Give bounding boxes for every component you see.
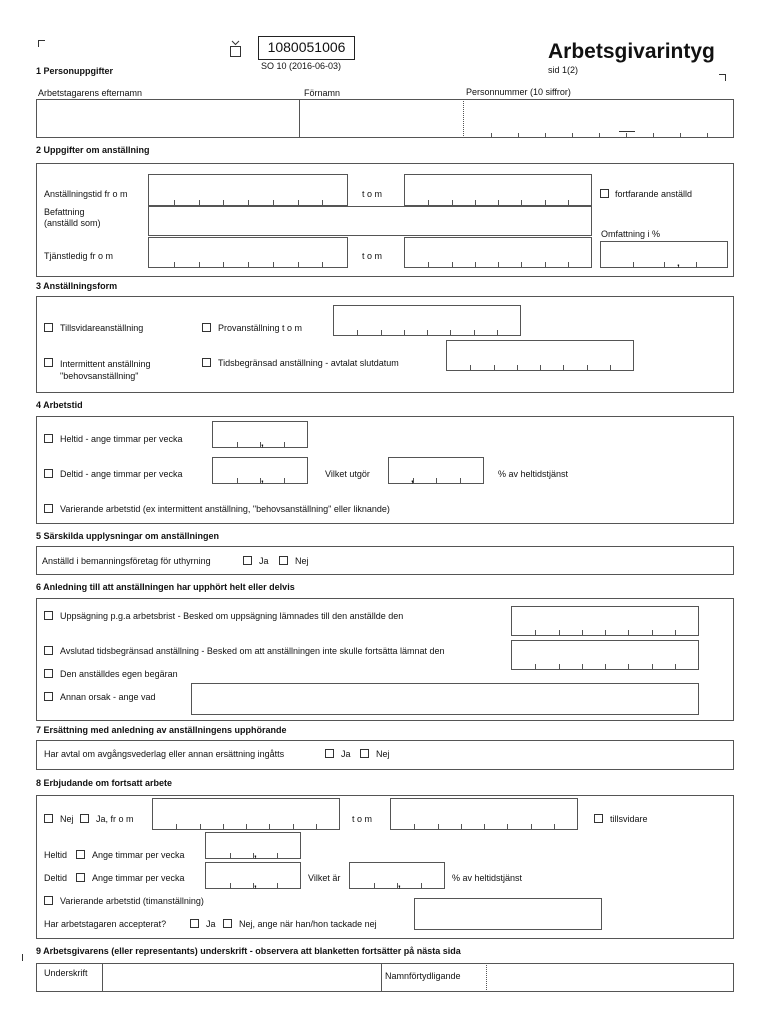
field-tick (438, 824, 439, 829)
varying-checkbox[interactable] (44, 504, 53, 513)
section-8-title: 8 Erbjudande om fortsatt arbete (36, 778, 173, 788)
probation-date-field[interactable] (333, 305, 521, 336)
name-clarification-label: Namnförtydligande (385, 971, 461, 981)
field-tick (298, 262, 299, 267)
field-tick (605, 630, 606, 635)
field-tick (563, 365, 564, 370)
ended-date-field[interactable] (511, 640, 699, 670)
offer-varying-label: Varierande arbetstid (timanställning) (60, 896, 204, 906)
divider (381, 963, 382, 992)
field-tick (545, 200, 546, 205)
field-tick (545, 262, 546, 267)
own-request-checkbox[interactable] (44, 669, 53, 678)
field-tick (652, 630, 653, 635)
field-tick (199, 262, 200, 267)
ended-checkbox[interactable] (44, 646, 53, 655)
form-number: 1080051006 (267, 39, 346, 55)
extent-label: Omfattning i % (601, 229, 661, 239)
staffing-yes-label: Ja (259, 556, 269, 566)
severance-no-checkbox[interactable] (360, 749, 369, 758)
offer-percent-label: % av heltidstjänst (452, 873, 523, 883)
field-tick (494, 365, 495, 370)
field-tick (554, 824, 555, 829)
equals-label: Vilket utgör (325, 469, 370, 479)
layoff-label: Uppsägning p.g.a arbetsbrist - Besked om uppsägning lämnades till den anställde den (60, 611, 404, 621)
field-tick (374, 883, 375, 888)
field-tick (484, 824, 485, 829)
offer-equals-label: Vilket är (308, 873, 341, 883)
leave-from-label: Tjänstledig fr o m (44, 251, 114, 261)
field-tick (450, 330, 451, 335)
offer-accepted-question: Har arbetstagaren accepterat? (44, 919, 167, 929)
field-tick (498, 262, 499, 267)
staffing-question: Anställd i bemanningsföretag för uthyrning (42, 556, 211, 566)
surname-label: Arbetstagarens efternamn (38, 88, 143, 98)
offer-permanent-checkbox[interactable] (594, 814, 603, 823)
field-tick (277, 853, 278, 858)
field-tick (237, 442, 238, 447)
field-tick (568, 200, 569, 205)
ongoing-label: fortfarande anställd (615, 189, 693, 199)
field-tick (559, 630, 560, 635)
field-tick (316, 824, 317, 829)
field-tick (284, 442, 285, 447)
field-tick (535, 664, 536, 669)
field-tick (298, 200, 299, 205)
fulltime-label: Heltid - ange timmar per vecka (60, 434, 183, 444)
field-tick (174, 200, 175, 205)
field-tick (461, 824, 462, 829)
severance-no-label: Nej (376, 749, 390, 759)
decimal-comma: , (411, 474, 414, 485)
intermittent-checkbox[interactable] (44, 358, 53, 367)
staffing-yes-checkbox[interactable] (243, 556, 252, 565)
offer-permanent-label: tillsvidare (610, 814, 648, 824)
offer-parttime-prefix: Deltid (44, 873, 68, 883)
parttime-percent-field[interactable] (388, 457, 484, 484)
offer-parttime-checkbox[interactable] (76, 873, 85, 882)
field-tick (675, 630, 676, 635)
employment-from-label: Anställningstid fr o m (44, 189, 128, 199)
severance-question: Har avtal om avgångsvederlag eller annan ersättning ingåtts (44, 749, 285, 759)
pnr-field[interactable] (464, 99, 734, 138)
severance-yes-label: Ja (341, 749, 351, 759)
staffing-no-label: Nej (295, 556, 309, 566)
other-reason-label: Annan orsak - ange vad (60, 692, 156, 702)
offer-accepted-yes-checkbox[interactable] (190, 919, 199, 928)
fulltime-hours-field[interactable] (212, 421, 308, 448)
corner-mark-mid-right (708, 529, 715, 536)
field-tick (470, 365, 471, 370)
section-1-title: 1 Personuppgifter (36, 66, 114, 76)
offer-yes-checkbox[interactable] (80, 814, 89, 823)
field-tick (517, 365, 518, 370)
section-4-title: 4 Arbetstid (36, 400, 83, 410)
parttime-label: Deltid - ange timmar per vecka (60, 469, 183, 479)
field-tick (559, 664, 560, 669)
field-tick (587, 365, 588, 370)
offer-accepted-no-label: Nej, ange när han/hon tackade nej (239, 919, 377, 929)
offer-fulltime-prefix: Heltid (44, 850, 68, 860)
field-tick (518, 133, 519, 138)
field-tick (460, 478, 461, 483)
decimal-comma: , (398, 879, 401, 890)
offer-varying-checkbox[interactable] (44, 896, 53, 905)
field-tick (284, 478, 285, 483)
pnr-label: Personnummer (10 siffror) (466, 87, 571, 97)
probation-label: Provanställning t o m (218, 323, 303, 333)
offer-from-field[interactable] (152, 798, 340, 830)
field-tick (381, 330, 382, 335)
field-tick (535, 630, 536, 635)
field-tick (428, 262, 429, 267)
section-7-title: 7 Ersättning med anledning av anställningens upphörande (36, 725, 287, 735)
field-tick (174, 262, 175, 267)
decimal-comma: , (677, 258, 680, 269)
field-tick (653, 133, 654, 138)
field-tick (568, 262, 569, 267)
field-tick (531, 824, 532, 829)
other-reason-checkbox[interactable] (44, 692, 53, 701)
field-tick (545, 133, 546, 138)
name-clarification-field[interactable] (487, 963, 734, 992)
field-tick (404, 330, 405, 335)
field-tick (223, 200, 224, 205)
field-tick (474, 330, 475, 335)
field-tick (540, 365, 541, 370)
offer-to-field[interactable] (390, 798, 578, 830)
field-tick (475, 200, 476, 205)
field-tick (633, 262, 634, 267)
decimal-comma: , (254, 849, 257, 860)
field-tick (696, 262, 697, 267)
varying-label: Varierande arbetstid (ex intermittent anställning, "behovsanställning" eller liknande) (60, 504, 390, 514)
field-tick (176, 824, 177, 829)
field-tick (248, 262, 249, 267)
decimal-comma: , (261, 474, 264, 485)
layoff-checkbox[interactable] (44, 611, 53, 620)
other-reason-field[interactable] (191, 683, 699, 715)
field-tick (582, 664, 583, 669)
field-tick (605, 664, 606, 669)
field-tick (269, 824, 270, 829)
field-tick (223, 262, 224, 267)
field-tick (652, 664, 653, 669)
position-label: Befattning (anställd som) (44, 207, 101, 228)
ended-label: Avslutad tidsbegränsad anställning - Besked om att anställningen inte skulle fortsätta lämnat den (60, 646, 445, 656)
pnr-dash (619, 131, 635, 132)
page-number: sid 1(2) (548, 65, 579, 75)
surname-field[interactable] (36, 99, 300, 138)
field-tick (427, 330, 428, 335)
fixed-term-checkbox[interactable] (202, 358, 211, 367)
ongoing-checkbox[interactable] (600, 189, 609, 198)
offer-fulltime-label: Ange timmar per vecka (92, 850, 185, 860)
position-field[interactable] (148, 206, 592, 236)
offer-to-label: t o m (352, 814, 373, 824)
field-tick (223, 824, 224, 829)
field-tick (421, 883, 422, 888)
offer-parttime-percent-field[interactable] (349, 862, 445, 889)
offer-fulltime-hours-field[interactable] (205, 832, 301, 859)
field-tick (273, 200, 274, 205)
extent-field[interactable] (600, 241, 728, 268)
leave-to-label: t o m (362, 251, 383, 261)
offer-no-checkbox[interactable] (44, 814, 53, 823)
field-tick (199, 200, 200, 205)
field-tick (628, 630, 629, 635)
field-tick (357, 330, 358, 335)
form-code: SO 10 (2016-06-03) (261, 61, 342, 71)
fulltime-checkbox[interactable] (44, 434, 53, 443)
field-tick (628, 664, 629, 669)
field-tick (230, 883, 231, 888)
intermittent-label: Intermittent anställning "behovsanställning" (60, 359, 151, 381)
field-tick (200, 824, 201, 829)
offer-declined-date-field[interactable] (414, 898, 602, 930)
field-tick (277, 883, 278, 888)
field-tick (322, 262, 323, 267)
parttime-hours-field[interactable] (212, 457, 308, 484)
probation-checkbox[interactable] (202, 323, 211, 332)
field-tick (675, 664, 676, 669)
section-3-title: 3 Anställningsform (36, 281, 118, 291)
signature-field[interactable] (103, 963, 381, 992)
field-tick (248, 200, 249, 205)
offer-accepted-no-checkbox[interactable] (223, 919, 232, 928)
field-tick (230, 853, 231, 858)
leave-from-field[interactable] (148, 237, 348, 268)
field-tick (237, 478, 238, 483)
section-6-title: 6 Anledning till att anställningen har upphört helt eller delvis (36, 582, 295, 592)
field-tick (498, 200, 499, 205)
corner-mark-top-right (719, 74, 726, 81)
field-tick (246, 824, 247, 829)
field-tick (452, 262, 453, 267)
offer-fulltime-checkbox[interactable] (76, 850, 85, 859)
field-tick (599, 133, 600, 138)
field-tick (680, 133, 681, 138)
decimal-comma: , (261, 438, 264, 449)
field-tick (293, 824, 294, 829)
parttime-checkbox[interactable] (44, 469, 53, 478)
field-tick (452, 200, 453, 205)
offer-parttime-label: Ange timmar per vecka (92, 873, 185, 883)
firstname-field[interactable] (300, 99, 463, 138)
section-9-title: 9 Arbetsgivarens (eller representants) underskrift - observera att blanketten fortsätter på nästa sida (36, 946, 461, 956)
field-tick (572, 133, 573, 138)
field-tick (582, 630, 583, 635)
field-tick (491, 133, 492, 138)
scan-checkbox-icon (230, 40, 241, 57)
section-5-title: 5 Särskilda upplysningar om anställningen (36, 531, 220, 541)
signature-label: Underskrift (44, 968, 88, 978)
corner-mark-top-left (38, 40, 45, 47)
field-tick (436, 478, 437, 483)
field-tick (664, 262, 665, 267)
offer-parttime-hours-field[interactable] (205, 862, 301, 889)
field-tick (322, 200, 323, 205)
field-tick (273, 262, 274, 267)
fixed-term-date-field[interactable] (446, 340, 634, 371)
section-2-title: 2 Uppgifter om anställning (36, 145, 150, 155)
field-tick (521, 262, 522, 267)
employment-to-field[interactable] (404, 174, 592, 206)
field-tick (475, 262, 476, 267)
field-tick (610, 365, 611, 370)
corner-mark-bottom-right (711, 946, 718, 953)
employment-to-label: t o m (362, 189, 383, 199)
offer-accepted-yes-label: Ja (206, 919, 216, 929)
layoff-date-field[interactable] (511, 606, 699, 636)
own-request-label: Den anställdes egen begäran (60, 669, 178, 679)
field-tick (507, 824, 508, 829)
leave-to-field[interactable] (404, 237, 592, 268)
severance-yes-checkbox[interactable] (325, 749, 334, 758)
permanent-checkbox[interactable] (44, 323, 53, 332)
staffing-no-checkbox[interactable] (279, 556, 288, 565)
fixed-term-label: Tidsbegränsad anställning - avtalat slutdatum (218, 358, 399, 368)
decimal-comma: , (254, 879, 257, 890)
field-tick (707, 133, 708, 138)
offer-yes-from-label: Ja, fr o m (96, 814, 134, 824)
form-title: Arbetsgivarintyg (548, 40, 715, 63)
offer-no-label: Nej (60, 814, 74, 824)
percent-label: % av heltidstjänst (498, 469, 569, 479)
field-tick (497, 330, 498, 335)
field-tick (521, 200, 522, 205)
firstname-label: Förnamn (304, 88, 341, 98)
employment-from-field[interactable] (148, 174, 348, 206)
corner-mark-bottom-left (22, 954, 29, 961)
field-tick (626, 133, 627, 138)
field-tick (428, 200, 429, 205)
permanent-label: Tillsvidareanställning (60, 323, 144, 333)
field-tick (414, 824, 415, 829)
